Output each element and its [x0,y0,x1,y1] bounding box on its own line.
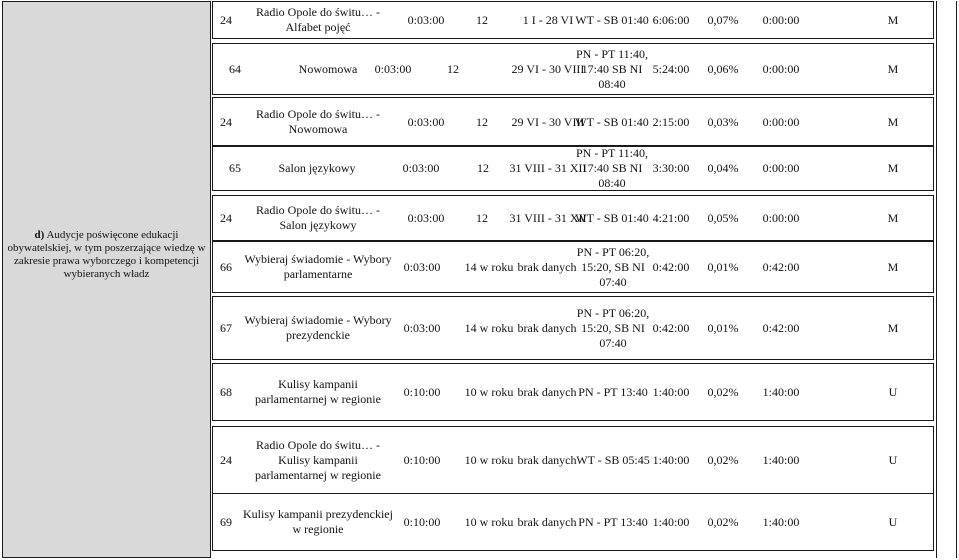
cell-count: 10 w roku [464,514,514,529]
cell-extra: 1:40:00 [762,384,800,399]
cell-total: 6:06:00 [652,12,690,27]
table-row [212,426,934,494]
cell-period: 31 VIII - 31 XII [509,210,587,225]
section-description: Audycje poświęcone edukacji obywatelskiej, w tym poszerzające wiedzę w zakresie prawa wyborczego i kompetencji wybieranych władz [7,229,206,280]
table-row [212,241,934,293]
cell-extra: 1:40:00 [762,514,800,529]
cell-period: brak danych [517,452,577,467]
cell-count: 12 [447,61,459,76]
cell-pct: 0,02% [707,384,739,399]
cell-dur: 0:03:00 [402,160,440,175]
cell-dur: 0:03:00 [403,320,441,335]
cell-no: 24 [220,114,232,129]
cell-pct: 0,06% [707,61,739,76]
cell-count: 12 [476,210,488,225]
cell-sched: PN - PT 13:40 [578,384,648,399]
cell-no: 64 [229,61,241,76]
cell-pct: 0,02% [707,514,739,529]
cell-sched: PN - PT 06:20, 15:20, SB NI 07:40 [576,305,650,350]
cell-no: 66 [220,259,232,274]
cell-extra: 0:00:00 [762,61,800,76]
cell-no: 68 [220,384,232,399]
cell-sched: PN - PT 11:40, 17:40 SB NI 08:40 [575,46,648,91]
cell-dur: 0:03:00 [407,12,445,27]
table-row [212,1,934,39]
cell-period: 29 VI - 30 VIII [511,61,585,76]
cell-period: 29 VI - 30 VIII [511,114,585,129]
cell-total: 1:40:00 [652,384,690,399]
cell-no: 24 [220,12,232,27]
cell-total: 2:15:00 [652,114,690,129]
cell-count: 14 w roku [464,259,514,274]
cell-count: 12 [477,160,489,175]
cell-title: Wybieraj świadomie - Wybory parlamentarne [244,252,392,281]
cell-extra: 0:00:00 [762,12,800,27]
cell-sched: WT - SB 01:40 [575,114,649,129]
cell-type: M [887,320,899,335]
section-letter: d) [34,229,45,241]
cell-sched: WT - SB 05:45 [576,452,650,467]
cell-pct: 0,01% [707,320,739,335]
cell-title: Wybieraj świadomie - Wybory prezydenckie [244,313,392,342]
cell-title: Radio Opole do świtu… - Salon językowy [256,203,380,232]
cell-period: brak danych [517,320,577,335]
cell-count: 12 [476,12,488,27]
cell-title: Kulisy kampanii parlamentarnej w regionie [255,377,381,406]
cell-type: M [887,160,899,175]
cell-dur: 0:10:00 [403,384,441,399]
cell-extra: 0:00:00 [762,114,800,129]
cell-dur: 0:03:00 [374,61,412,76]
cell-title: Kulisy kampanii prezydenckiej w regionie [243,507,393,536]
cell-type: U [888,384,898,399]
cell-count: 10 w roku [464,384,514,399]
cell-total: 0:42:00 [652,320,690,335]
cell-dur: 0:03:00 [407,114,445,129]
right-edge-column [936,1,957,558]
cell-type: U [888,514,898,529]
table-row [212,43,934,95]
cell-extra: 0:42:00 [762,320,800,335]
cell-no: 24 [220,452,232,467]
cell-type: M [887,210,899,225]
cell-pct: 0,04% [707,160,739,175]
cell-period: 31 VIII - 31 XII [509,160,587,175]
cell-period: brak danych [517,384,577,399]
cell-extra: 0:00:00 [762,160,800,175]
cell-period: 1 I - 28 VI [522,12,574,27]
cell-extra: 0:00:00 [762,210,800,225]
cell-no: 67 [220,320,232,335]
section-label [3,229,210,281]
table-row [212,97,934,147]
cell-dur: 0:10:00 [403,514,441,529]
cell-type: U [888,452,898,467]
cell-pct: 0,07% [707,12,739,27]
cell-count: 10 w roku [464,452,514,467]
cell-pct: 0,02% [707,452,739,467]
cell-no: 65 [229,160,241,175]
cell-total: 3:30:00 [652,160,690,175]
cell-total: 4:21:00 [652,210,690,225]
table-row [212,493,934,551]
cell-no: 24 [220,210,232,225]
cell-dur: 0:10:00 [403,452,441,467]
cell-title: Nowomowa [298,61,358,76]
cell-sched: PN - PT 13:40 [578,514,648,529]
cell-type: M [887,114,899,129]
cell-period: brak danych [517,514,577,529]
table-row [212,296,934,360]
cell-type: M [887,259,899,274]
section-label-cell [2,1,211,558]
cell-total: 1:40:00 [652,452,690,467]
cell-type: M [887,12,899,27]
cell-title: Radio Opole do świtu… - Nowomowa [256,107,380,136]
cell-type: M [887,61,899,76]
cell-total: 0:42:00 [652,259,690,274]
cell-period: brak danych [517,259,577,274]
cell-dur: 0:03:00 [403,259,441,274]
table-row [212,145,934,191]
cell-count: 14 w roku [464,320,514,335]
cell-title: Salon językowy [278,160,356,175]
cell-sched: WT - SB 01:40 [575,12,649,27]
cell-pct: 0,03% [707,114,739,129]
cell-extra: 0:42:00 [762,259,800,274]
cell-sched: PN - PT 06:20, 15:20, SB NI 07:40 [576,244,650,289]
cell-dur: 0:03:00 [407,210,445,225]
cell-sched: PN - PT 11:40, 17:40 SB NI 08:40 [575,145,648,190]
cell-total: 5:24:00 [652,61,690,76]
cell-no: 69 [220,514,232,529]
cell-total: 1:40:00 [652,514,690,529]
table-row [212,195,934,241]
cell-count: 12 [476,114,488,129]
cell-pct: 0,05% [707,210,739,225]
cell-title: Radio Opole do świtu… - Kulisy kampanii parlamentarnej w regionie [255,437,381,482]
cell-sched: WT - SB 01:40 [575,210,649,225]
cell-pct: 0,01% [707,259,739,274]
table-row [212,363,934,421]
cell-title: Radio Opole do świtu… - Alfabet pojęć [256,5,380,34]
cell-extra: 1:40:00 [762,452,800,467]
